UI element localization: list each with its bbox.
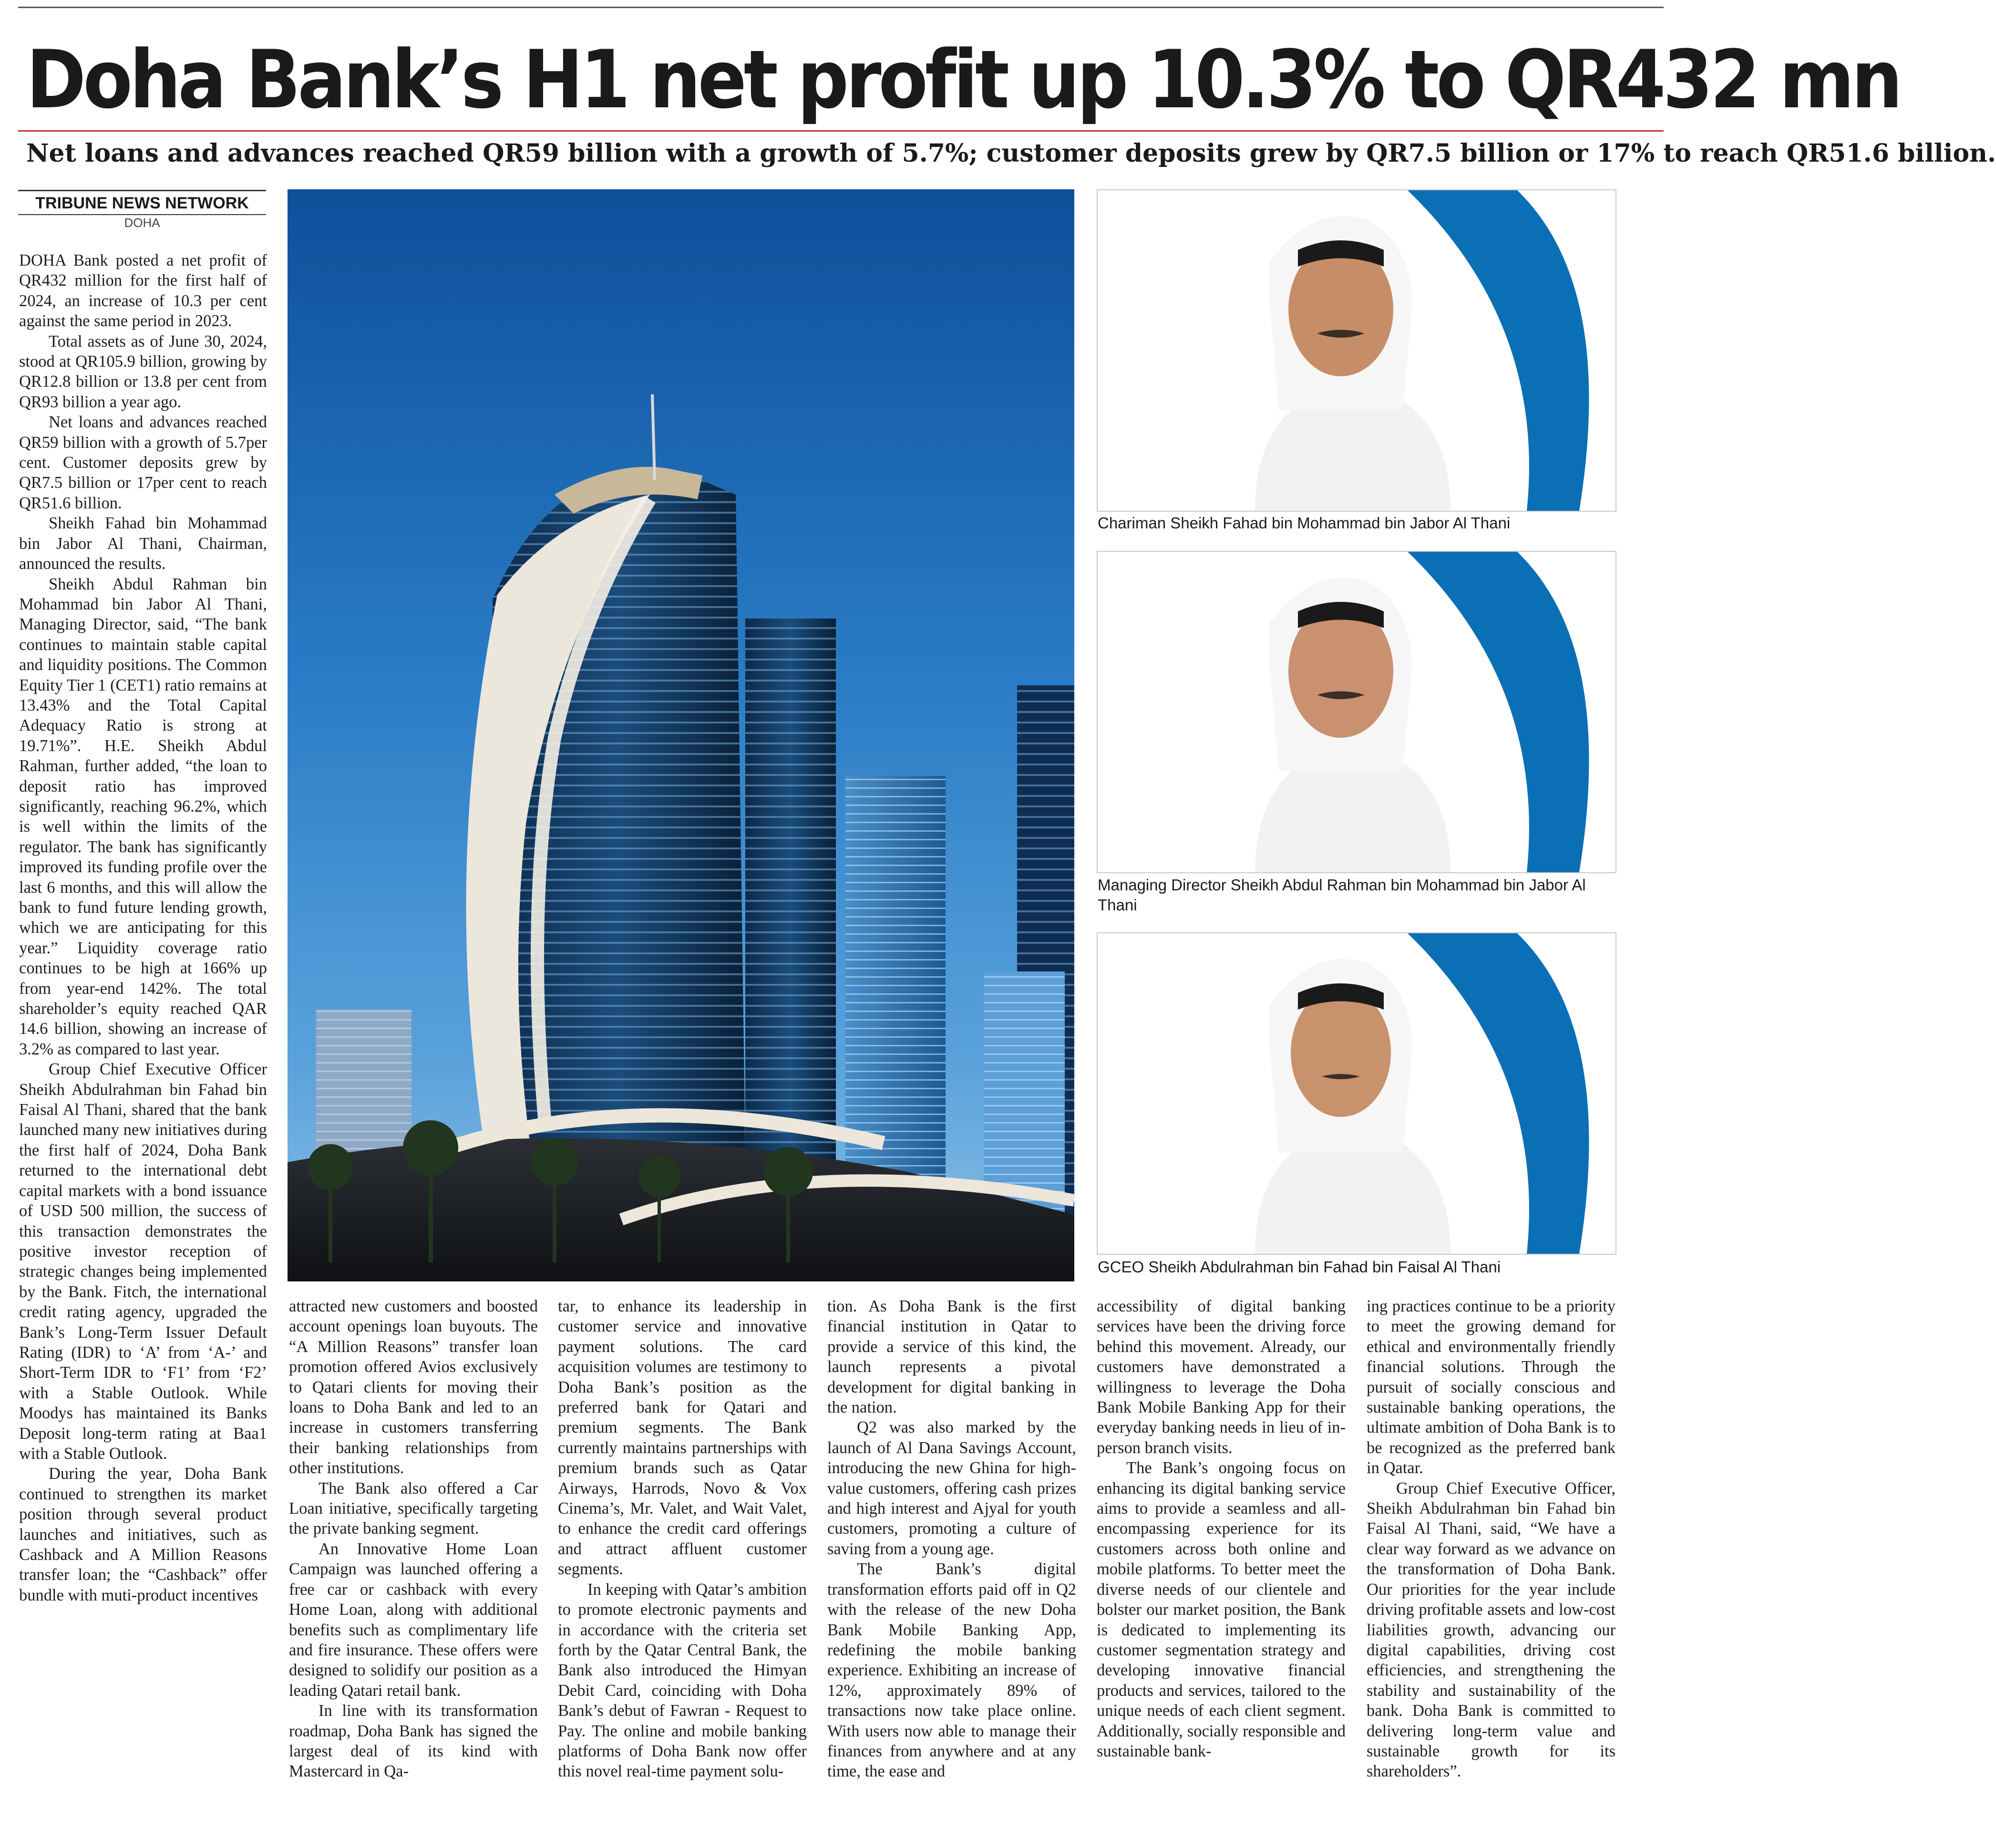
article-column-5 xyxy=(1097,1296,1346,1761)
paragraph: Sheikh Abdul Rahman bin Mohammad bin Jabor Al Thani, Managing Director, said, “The bank continues to maintain stable capital and liquidity positions. The Common Equity Tier 1 (CET1) ratio remains at 13.43% and the Total Capital Adequacy Ratio is strong at 19.71%”. H.E. Sheikh Abdul Rahman, further added, “the loan to deposit ratio has improved significantly, reaching 96.2%, which is well within the limits of the regulator. The bank has significantly improved its funding profile over the last 6 months, and this will allow the bank to fund future lending growth, which we are anticipating for this year.” Liquidity coverage ratio continues to be high at 166% up from year-end 142%. The total shareholder’s equity reached QAR 14.6 billion, showing an increase of 3.2% as compared to last year. xyxy=(19,575,267,1058)
byline-city: DOHA xyxy=(18,214,266,230)
paragraph: During the year, Doha Bank continued to strengthen its market position through several product launches and initiatives, such as Cashback and A Million Reasons transfer loan; the “Cashback” offer bundle with muti-product incentives xyxy=(19,1465,267,1604)
headline: Doha Bank’s H1 net profit up 10.3% to QR432 mn xyxy=(26,33,1900,126)
paragraph: attracted new customers and boosted account openings loan buyouts. The “A Million Reasons” transfer loan promotion offered Avios exclusively to Qatari clients for moving their loans to Doha Bank and led to an increase in customers transferring their banking relationships from other institutions. xyxy=(289,1297,538,1477)
paragraph: tar, to enhance its leadership in customer service and innovative payment solutions. The card acquisition volumes are testimony to Doha Bank’s position as the preferred bank for Qatari and premium segments. The Bank currently maintains partnerships with premium brands such as Qatar Airways, Harrods, Novo & Vox Cinema’s, Mr. Valet, and Wait Valet, to enhance the credit card offerings and attract affluent customer segments. xyxy=(558,1297,807,1579)
article-column-4 xyxy=(827,1296,1076,1782)
doha-bank-tower-photo xyxy=(288,189,1074,1281)
byline-org: TRIBUNE NEWS NETWORK xyxy=(35,194,249,212)
article-column-3 xyxy=(558,1296,807,1782)
gceo-caption: GCEO Sheikh Abdulrahman bin Fahad bin Faisal Al Thani xyxy=(1098,1258,1501,1276)
gceo-portrait xyxy=(1097,932,1616,1255)
paragraph: Group Chief Executive Officer, Sheikh Abdulrahman bin Fahad bin Faisal Al Thani, said, “We have a clear way forward as we advance on the transformation of Doha Bank. Our priorities for the year include driving profitable assets and low-cost liabilities growth, advancing our digital capabilities, driving cost efficiencies, and strengthening the stability and sustainability of the bank. Doha Bank is committed to delivering long-term value and sustainable growth for its shareholders”. xyxy=(1367,1479,1615,1781)
paragraph: The Bank’s ongoing focus on enhancing its digital banking service aims to provide a seamless and all-encompassing experience for its customers across both online and mobile platforms. To better meet the diverse needs of our clientele and bolster our market position, the Bank is dedicated to implementing its customer segmentation strategy and developing innovative financial products and services, tailored to the unique needs of each client segment. Additionally, socially responsible and sustainable bank- xyxy=(1097,1459,1346,1760)
top-rule xyxy=(18,7,1664,8)
managing-director-caption: Managing Director Sheikh Abdul Rahman bin Mohammad bin Jabor Al Thani xyxy=(1098,876,1586,914)
paragraph: In line with its transformation roadmap, Doha Bank has signed the largest deal of its kind with Mastercard in Qa- xyxy=(289,1702,538,1781)
paragraph: In keeping with Qatar’s ambition to promote electronic payments and in accordance with the criteria set forth by the Qatar Central Bank, the Bank also introduced the Himyan Debit Card, coinciding with Doha Bank’s debut of Fawran - Request to Pay. The online and mobile banking platforms of Doha Bank now offer this novel real-time payment solu- xyxy=(558,1580,807,1781)
standfirst: Net loans and advances reached QR59 billion with a growth of 5.7%; customer deposits grew by QR7.5 billion or 17% to reach QR51.6 billion. xyxy=(26,139,1996,168)
article-column-2 xyxy=(289,1296,538,1782)
article-column-1 xyxy=(19,250,267,1605)
headline-rule xyxy=(18,130,1664,132)
paragraph: Q2 was also marked by the launch of Al Dana Savings Account, introducing the new Ghina for high-value customers, offering cash prizes and high interest and Ajyal for youth customers, promoting a culture of saving from a young age. xyxy=(827,1418,1076,1558)
paragraph: Sheikh Fahad bin Mohammad bin Jabor Al Thani, Chairman, announced the results. xyxy=(19,514,267,573)
paragraph: DOHA Bank posted a net profit of QR432 million for the first half of 2024, an increase of 10.3 per cent against the same period in 2023. xyxy=(19,251,267,330)
chairman-portrait xyxy=(1097,189,1616,512)
managing-director-portrait xyxy=(1097,551,1616,873)
paragraph: accessibility of digital banking services have been the driving force behind this movement. Already, our customers have demonstrated a willingness to leverage the Doha Bank Mobile Banking App for their everyday banking needs in lieu of in-person branch visits. xyxy=(1097,1297,1346,1457)
paragraph: ing practices continue to be a priority to meet the growing demand for ethical and environmentally friendly financial solutions. Through the pursuit of socially conscious and sustainable banking operations, the ultimate ambition of Doha Bank is to be recognized as the preferred bank in Qatar. xyxy=(1367,1297,1615,1477)
chairman-caption: Chariman Sheikh Fahad bin Mohammad bin Jabor Al Thani xyxy=(1098,514,1511,532)
paragraph: Total assets as of June 30, 2024, stood at QR105.9 billion, growing by QR12.8 billion or 13.8 per cent from QR93 billion a year ago. xyxy=(19,332,267,411)
paragraph: The Bank also offered a Car Loan initiative, specifically targeting the private banking segment. xyxy=(289,1479,538,1538)
paragraph: tion. As Doha Bank is the first financial institution in Qatar to provide a service of this kind, the launch represents a pivotal development for digital banking in the nation. xyxy=(827,1297,1076,1417)
paragraph: An Innovative Home Loan Campaign was launched offering a free car or cashback with every Home Loan, along with additional benefits such as complimentary life and fire insurance. These offers were designed to solidify our position as a leading Qatari retail bank. xyxy=(289,1539,538,1700)
article-column-6 xyxy=(1367,1296,1615,1782)
paragraph: The Bank’s digital transformation efforts paid off in Q2 with the release of the new Doha Bank Mobile Banking App, redefining the mobile banking experience. Exhibiting an increase of 12%, approximately 89% of transactions now take place online. With users now able to manage their finances from anywhere and at any time, the ease and xyxy=(827,1560,1076,1781)
byline xyxy=(18,190,266,230)
paragraph: Group Chief Executive Officer Sheikh Abdulrahman bin Fahad bin Faisal Al Thani, shared that the bank launched many new initiatives during the first half of 2024, Doha Bank returned to the international debt capital markets with a bond issuance of USD 500 million, the success of this transaction demonstrates the positive investor reception of strategic changes being implemented by the Bank. Fitch, the international credit rating agency, upgraded the Bank’s Long-Term Issuer Default Rating (IDR) to ‘A’ from ‘A-’ and Short-Term IDR to ‘F1’ from ‘F2’ with a Stable Outlook. While Moodys has maintained its Banks Deposit long-term rating at Baa1 with a Stable Outlook. xyxy=(19,1060,267,1463)
paragraph: Net loans and advances reached QR59 billion with a growth of 5.7per cent. Customer deposits grew by QR7.5 billion or 17per cent to reach QR51.6 billion. xyxy=(19,413,267,512)
